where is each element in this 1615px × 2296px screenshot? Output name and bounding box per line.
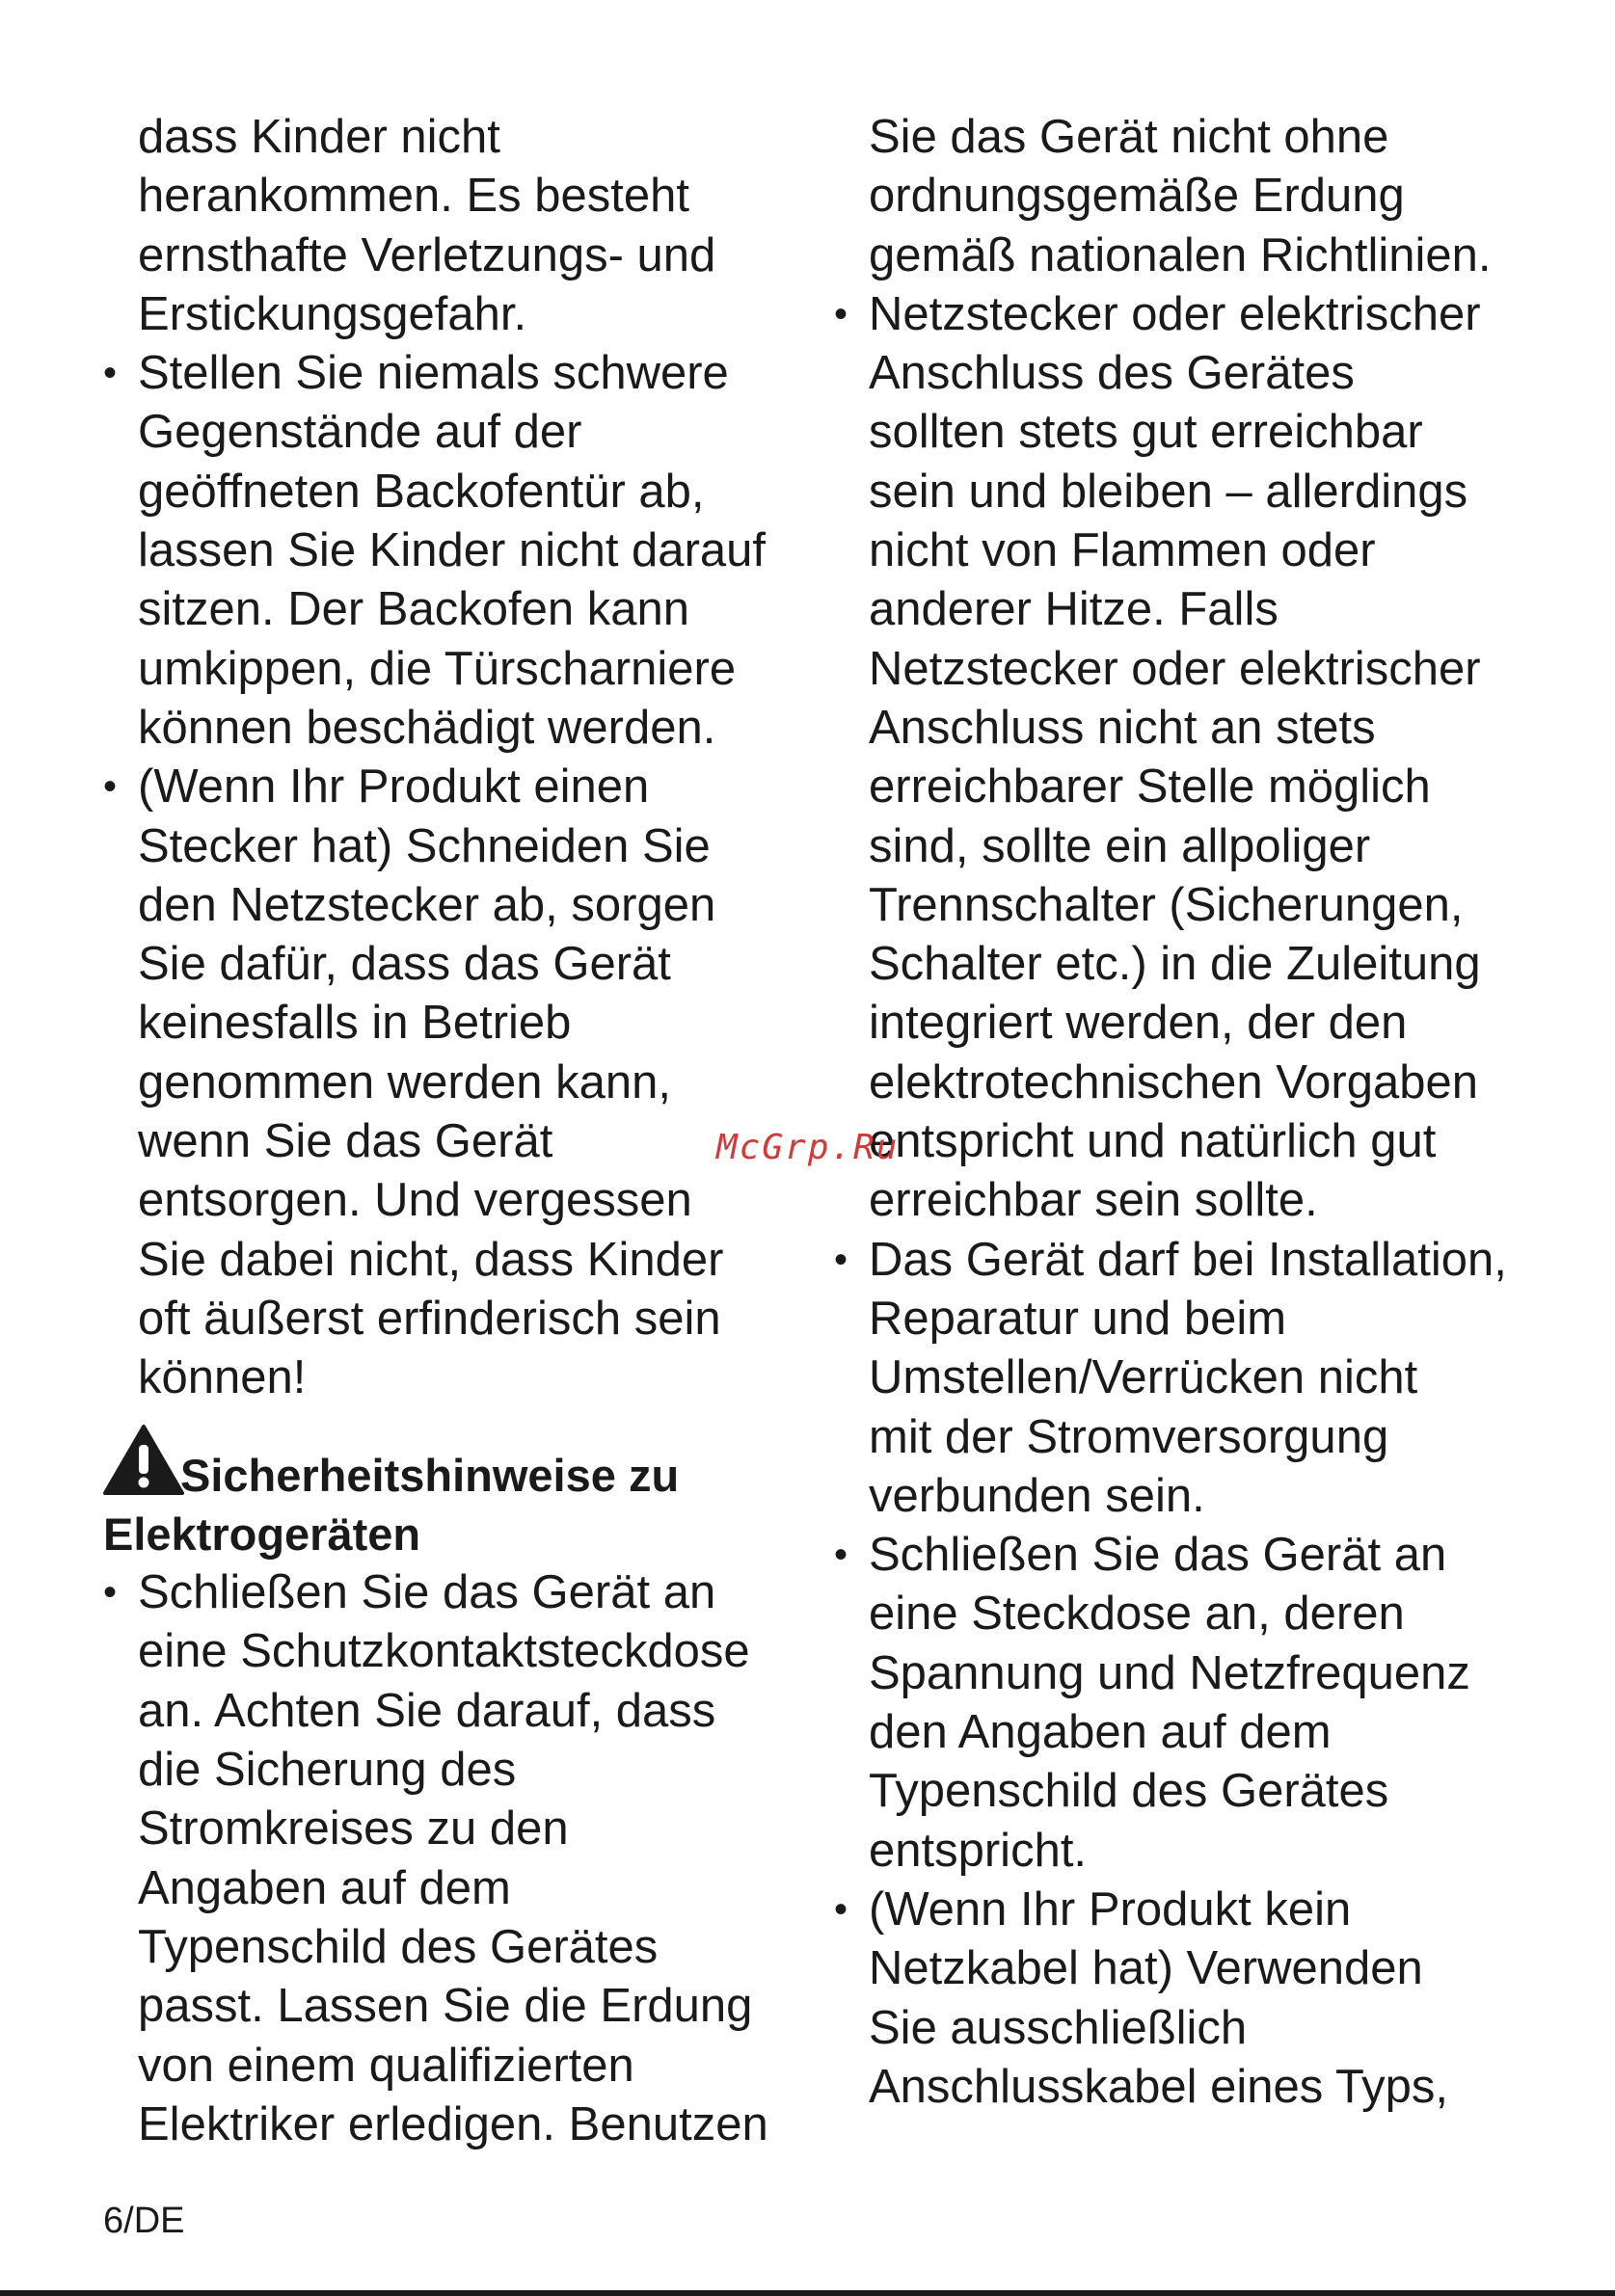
text-line: passt. Lassen Sie die Erdung	[138, 1980, 753, 2033]
text-line: von einem qualifizierten	[138, 2039, 634, 2092]
heading-line: Elektrogeräten	[103, 1508, 421, 1560]
text-line: • Schließen Sie das Gerät an	[138, 1566, 716, 1619]
text-line: Stecker hat) Schneiden Sie	[138, 819, 711, 872]
text-line: genommen werden kann,	[138, 1055, 671, 1108]
text-line: die Sicherung des	[138, 1744, 517, 1797]
text-line: Elektriker erledigen. Benutzen	[138, 2097, 768, 2150]
left-column	[103, 108, 797, 2154]
text-line: Anschlusskabel eines Typs,	[869, 2060, 1449, 2113]
text-line: Typenschild des Gerätes	[138, 1920, 659, 1973]
text-line: nicht von Flammen oder	[869, 524, 1376, 577]
text-line: Gegenstände auf der	[138, 406, 582, 459]
text-line: den Angaben auf dem	[869, 1706, 1332, 1759]
text-line: Stromkreises zu den	[138, 1802, 569, 1855]
text-line: eine Schutzkontaktsteckdose	[138, 1625, 750, 1678]
text-line: Sie dabei nicht, dass Kinder	[138, 1233, 724, 1286]
text-line: Anschluss des Gerätes	[869, 347, 1355, 400]
bullet-item-heavy-objects	[103, 344, 797, 758]
page-number: 6/DE	[103, 2201, 185, 2241]
left-intro-paragraph	[103, 108, 797, 344]
bullet-item-cut-plug	[103, 758, 797, 1407]
text-line: herankommen. Es besteht	[138, 170, 689, 223]
text-line: wenn Sie das Gerät	[138, 1115, 553, 1168]
text-line: elektrotechnischen Vorgaben	[869, 1055, 1478, 1108]
right-intro-paragraph	[834, 108, 1528, 285]
text-line: Sie das Gerät nicht ohne	[869, 111, 1389, 163]
heading-text: Sicherheitshinweise zu	[180, 1449, 680, 1501]
text-line: geöffneten Backofentür ab,	[138, 465, 705, 518]
text-line: ernsthafte Verletzungs- und	[138, 228, 716, 281]
text-line: sollten stets gut erreichbar	[869, 406, 1423, 459]
text-line: • Stellen Sie niemals schwere	[138, 347, 729, 400]
text-line: entspricht und natürlich gut	[869, 1115, 1437, 1168]
text-line: den Netzstecker ab, sorgen	[138, 878, 716, 931]
text-line: Trennschalter (Sicherungen,	[869, 878, 1464, 931]
right-column	[834, 108, 1528, 2117]
bullet-item-plug-accessible	[834, 285, 1528, 1231]
text-line: oft äußerst erfinderisch sein	[138, 1292, 721, 1345]
text-line: eine Steckdose an, deren	[869, 1588, 1405, 1641]
heading-line	[103, 1424, 797, 1505]
text-line: an. Achten Sie darauf, dass	[138, 1684, 716, 1737]
text-line: Sie dafür, dass das Gerät	[138, 938, 671, 991]
text-line: Erstickungsgefahr.	[138, 287, 527, 340]
text-line: keinesfalls in Betrieb	[138, 997, 572, 1050]
text-line: anderer Hitze. Falls	[869, 583, 1279, 636]
text-line: gemäß nationalen Richtlinien.	[869, 228, 1492, 281]
text-line: Netzkabel hat) Verwenden	[869, 1942, 1423, 1995]
text-line: entspricht.	[869, 1824, 1088, 1877]
watermark: McGrp.Ru	[716, 1128, 900, 1167]
text-line: sein und bleiben – allerdings	[869, 465, 1468, 518]
section-heading	[103, 1424, 797, 1564]
text-line: können!	[138, 1351, 307, 1404]
text-line: integriert werden, der den	[869, 997, 1408, 1050]
bottom-divider	[0, 2290, 1615, 2296]
text-line: sind, sollte ein allpoliger	[869, 819, 1371, 872]
text-line: • Schließen Sie das Gerät an	[869, 1529, 1447, 1582]
text-line: verbunden sein.	[869, 1469, 1205, 1522]
text-line: Typenschild des Gerätes	[869, 1765, 1389, 1818]
text-line: erreichbar sein sollte.	[869, 1174, 1318, 1227]
text-line: Reparatur und beim	[869, 1292, 1287, 1345]
text-line: Umstellen/Verrücken nicht	[869, 1351, 1418, 1404]
text-line: umkippen, die Türscharniere	[138, 642, 737, 695]
text-line: • Netzstecker oder elektrischer	[869, 287, 1481, 340]
text-line: Anschluss nicht an stets	[869, 701, 1376, 754]
bullet-item-disconnect-power	[834, 1231, 1528, 1526]
text-line: • (Wenn Ihr Produkt einen	[138, 761, 650, 814]
warning-triangle-icon	[103, 1424, 184, 1497]
bullet-item-grounded-socket	[103, 1563, 797, 2154]
text-line: Sie ausschließlich	[869, 2001, 1248, 2054]
bullet-item-matching-voltage	[834, 1526, 1528, 1881]
text-line: sitzen. Der Backofen kann	[138, 583, 689, 636]
bullet-item-cable-type	[834, 1881, 1528, 2117]
text-line: Schalter etc.) in die Zuleitung	[869, 938, 1481, 991]
text-line: Spannung und Netzfrequenz	[869, 1646, 1470, 1699]
text-line: erreichbarer Stelle möglich	[869, 761, 1431, 814]
text-line: Angaben auf dem	[138, 1861, 511, 1914]
text-line: dass Kinder nicht	[138, 111, 500, 163]
text-line: mit der Stromversorgung	[869, 1410, 1389, 1463]
text-line: lassen Sie Kinder nicht darauf	[138, 524, 766, 577]
text-line: • (Wenn Ihr Produkt kein	[869, 1882, 1352, 1936]
text-line: entsorgen. Und vergessen	[138, 1174, 692, 1227]
text-line: können beschädigt werden.	[138, 701, 716, 754]
text-line: • Das Gerät darf bei Installation,	[869, 1233, 1507, 1286]
text-line: Netzstecker oder elektrischer	[869, 642, 1481, 695]
text-line: ordnungsgemäße Erdung	[869, 170, 1405, 223]
